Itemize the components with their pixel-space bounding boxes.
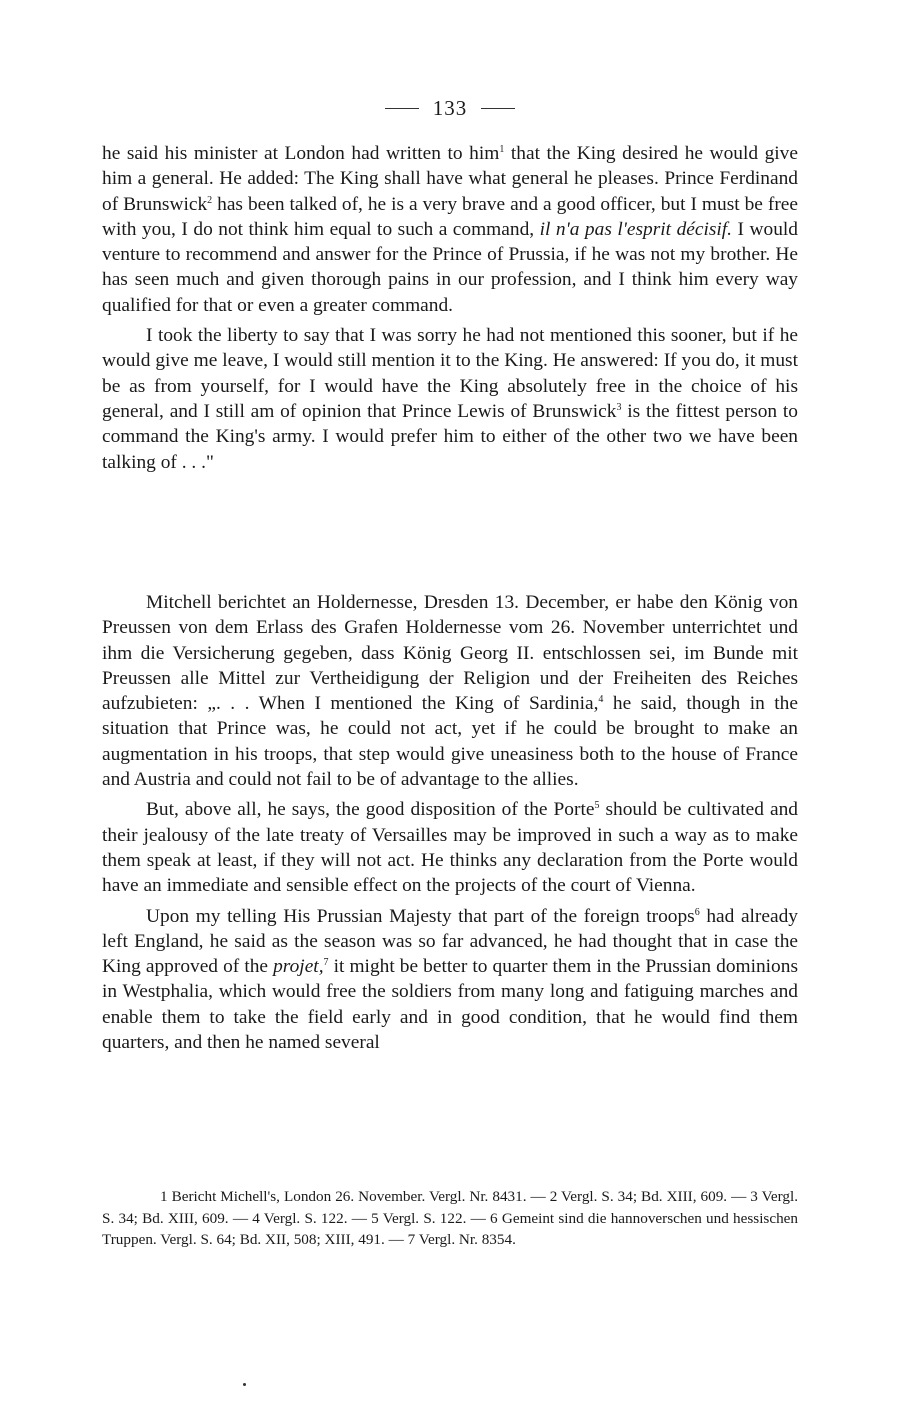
footnote-ref: 5 bbox=[594, 800, 600, 812]
report-section bbox=[102, 590, 798, 1055]
footnote-ref: 1 bbox=[499, 144, 505, 155]
page-header bbox=[0, 96, 900, 121]
footnote-ref: 2 bbox=[207, 194, 213, 206]
header-rule-right bbox=[481, 108, 515, 109]
footnotes bbox=[102, 1186, 798, 1251]
footnote-ref: 3 bbox=[616, 401, 622, 413]
paragraph: But, above all, he says, the good disposition of the Porte$^5$ should be cultivated and their jealousy of the late treaty of Versailles may be improved in such a way as to make them speak at least, if they will not act. He thinks any declaration from the Porte would have an immediate and sensible effect on the projects of the court of Vienna. bbox=[102, 799, 799, 897]
header-rule-left bbox=[385, 108, 419, 109]
paragraph: I took the liberty to say that I was sorry he had not mentioned this sooner, but if he would give me leave, I would still mention it to the King. He answered: If you do, it must be as from yourself, for I would have the King absolutely free in the choice of his general, and I still am of opinion that Prince Lewis of Brunswick$^3$ is the fittest person to command the King's army. I would prefer him to either of the other two we have been talking of . . ." bbox=[102, 325, 798, 473]
footnote-text: 1 Bericht Michell's, London 26. November. Vergl. Nr. 8431. — 2 Vergl. S. 34; Bd. XIII, 609. — 3 Vergl. S. 34; Bd. XIII, 609. — 4 Vergl. S. 122. — 5 Vergl. S. 122. — 6 Gemeint sind die hannoverschen und hessischen Truppen. Vergl. S. 64; Bd. XII, 508; XIII, 491. — 7 Vergl. Nr. 8354. bbox=[102, 1188, 798, 1249]
page-number: 133 bbox=[432, 96, 468, 120]
paragraph: he said his minister at London had written to him$^1$ that the King desired he would give him a general. He added: The King shall have what general he pleases. Prince Ferdinand of Brunswick$^2$ has been talked of, he is a very brave and a good officer, but I must be free with you, I do not think him equal to such a command, il n'a pas l'esprit décisif. I would venture to recommend and answer for the Prince of Prussia, if he was not my brother. He has seen much and given thorough pains in our profession, and I think him every way qualified for that or even a greater command. bbox=[102, 143, 798, 316]
french-quote: il n'a pas l'esprit décisif. bbox=[539, 218, 733, 240]
letter-excerpt bbox=[102, 141, 798, 475]
paragraph: Upon my telling His Prussian Majesty that part of the foreign troops$^6$ had already left England, he said as the season was so far advanced, he had thought that in case the King approved of the projet,$^7$ it might be better to quarter them in the Prussian dominions in Westphalia, which would free the soldiers from many long and fatiguing marches and enable them to take the field early and in good condition, that he would find them quarters, and then he named several bbox=[102, 905, 798, 1054]
footnote-ref: 4 bbox=[598, 694, 604, 706]
footnote-ref: 6 bbox=[694, 906, 700, 918]
page-speck bbox=[243, 1383, 246, 1386]
paragraph: Mitchell berichtet an Holdernesse, Dresden 13. December, er habe den König von Preussen von dem Erlass des Grafen Holdernesse vom 26. November unterrichtet und ihm die Versicherung gegeben, dass König Georg II. entschlossen sei, im Bunde mit Preussen alle Mittel zur Vertheidigung der Religion und der Freiheiten des Reiches aufzubieten: „. . . When I mentioned the King of Sardinia,$^4$ he said, though in the situation that Prince was, he could not act, yet if he could be brought to make an augmentation in his troops, that step would give uneasiness both to the house of France and Austria and could not fail to be of advantage to the allies. bbox=[102, 592, 798, 791]
footnote-ref: 7 bbox=[323, 957, 329, 969]
italic-term: projet, bbox=[273, 956, 324, 978]
